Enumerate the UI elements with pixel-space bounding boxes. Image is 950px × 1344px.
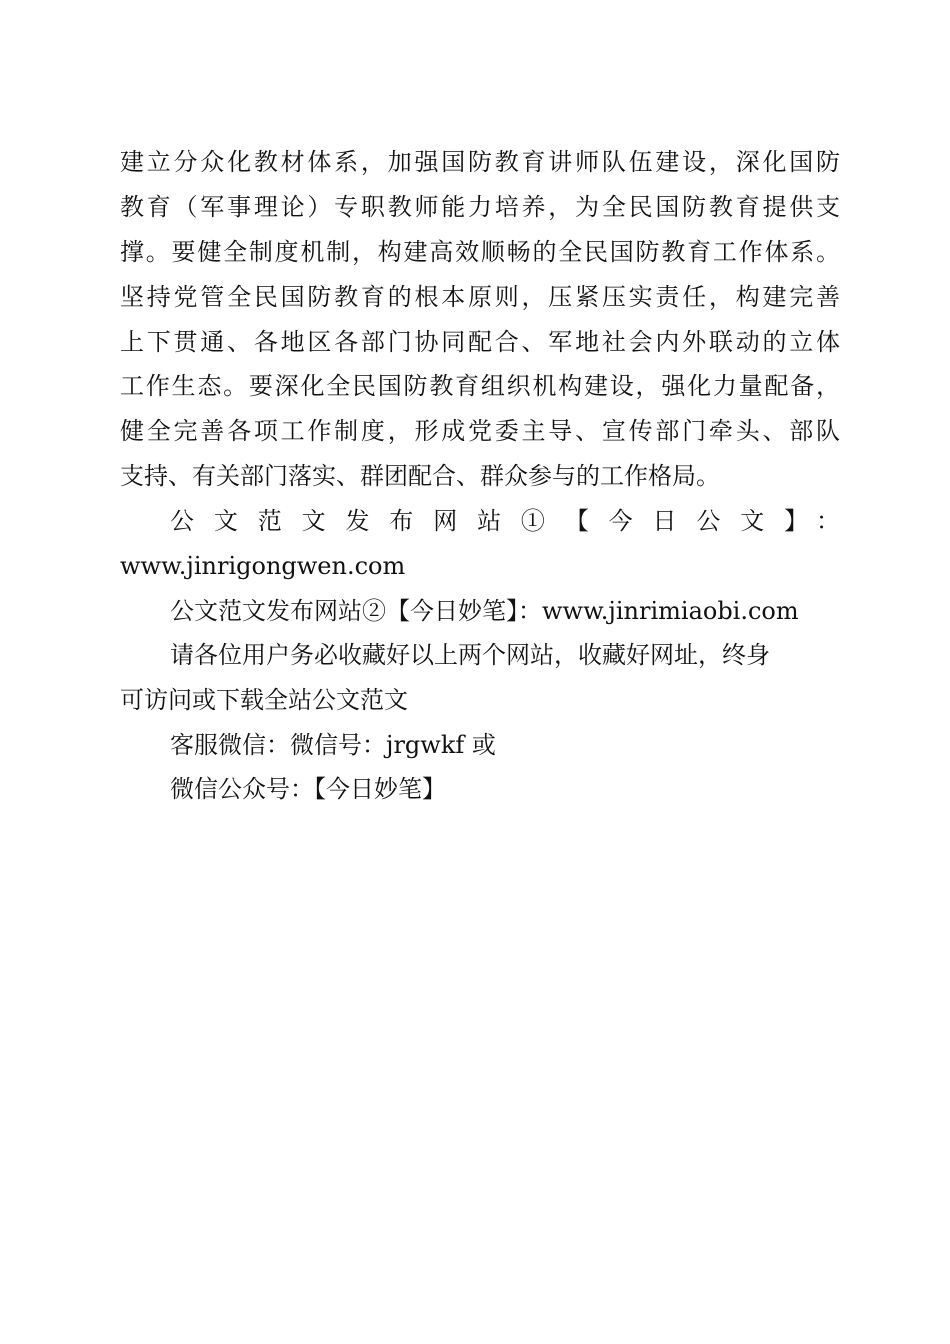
body-line-3: 撑。要健全制度机制，构建高效顺畅的全民国防教育工作体系。: [120, 238, 840, 266]
body-line-1: 建立分众化教材体系，加强国防教育讲师队伍建设，深化国防: [120, 148, 840, 176]
body-line-4: 坚持党管全民国防教育的根本原则，压紧压实责任，构建完善: [120, 283, 840, 311]
site2-line: 公文范文发布网站②【今日妙笔】：www.jinrimiaobi.com: [170, 597, 799, 625]
body-line-7: 健全完善各项工作制度，形成党委主导、宣传部门牵头、部队: [120, 417, 840, 445]
notice-line2: 可访问或下载全站公文范文: [120, 686, 408, 714]
body-line-5: 上下贯通、各地区各部门协同配合、军地社会内外联动的立体: [120, 328, 840, 356]
body-line-2: 教育（军事理论）专职教师能力培养，为全民国防教育提供支: [120, 193, 840, 221]
body-line-8: 支持、有关部门落实、群团配合、群众参与的工作格局。: [120, 462, 720, 490]
wechat-public-line: 微信公众号：【今日妙笔】: [170, 775, 446, 803]
notice-line1: 请各位用户务必收藏好以上两个网站，收藏好网址，终身: [170, 641, 770, 669]
site1-line1: 公文范文发布网站①【今日公文】：: [170, 507, 840, 535]
body-line-6: 工作生态。要深化全民国防教育组织机构建设，强化力量配备，: [120, 372, 840, 400]
site1-url: www.jinrigongwen.com: [120, 552, 406, 580]
wechat-service-line: 客服微信：微信号：jrgwkf 或: [170, 731, 496, 759]
